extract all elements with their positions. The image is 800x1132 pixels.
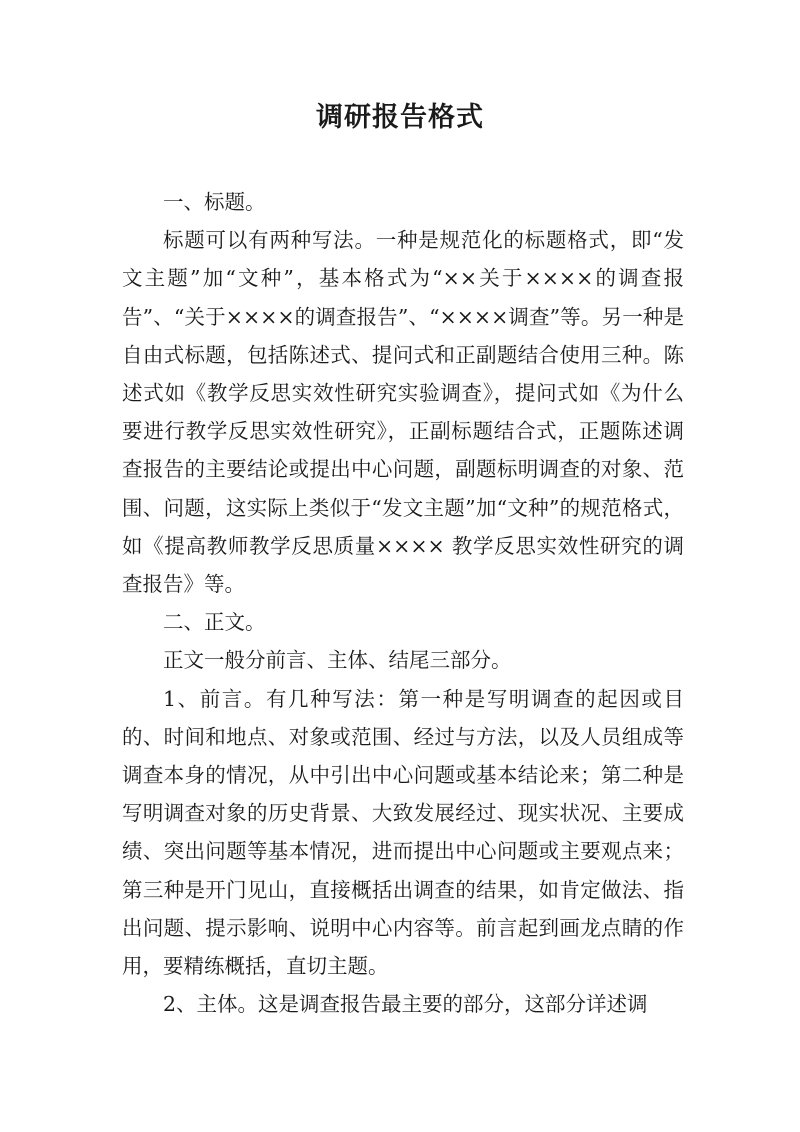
document-body (122, 183, 684, 1023)
paragraph-title-formats: 标题可以有两种写法。一种是规范化的标题格式，即“发文主题”加“文种”，基本格式为“××关于××××的调查报告”、“关于××××的调查报告”、“××××调查”等。另一种是自由式标题，包括陈述式、提问式和正副题结合使用三种。陈述式如《教学反思实效性研究实验调查》，提问式如《为什么要进行教学反思实效性研究》，正副标题结合式，正题陈述调查报告的主要结论或提出中心问题，副题标明调查的对象、范围、问题，这实际上类似于“发文主题”加“文种”的规范格式，如《提高教师教学反思质量×××× 教学反思实效性研究的调查报告》等。 (122, 228, 684, 597)
section-heading-body: 二、正文。 (163, 610, 266, 635)
document-title: 调研报告格式 (316, 102, 484, 133)
paragraph-preface: 1、前言。有几种写法：第一种是写明调查的起因或目的、时间和地点、对象或范围、经过与方法，以及人员组成等调查本身的情况，从中引出中心问题或基本结论来；第二种是写明调查对象的历史背景、大致发展经过、现实状况、主要成绩、突出问题等基本情况，进而提出中心问题或主要观点来；第三种是开门见山，直接概括出调查的结果，如肯定做法、指出问题、提示影响、说明中心内容等。前言起到画龙点睛的作用，要精练概括，直切主题。 (122, 686, 684, 979)
paragraph-body-parts: 正文一般分前言、主体、结尾三部分。 (163, 648, 512, 673)
section-heading-title: 一、标题。 (163, 190, 266, 214)
paragraph-main-body: 2、主体。这是调查报告最主要的部分，这部分详述调 (163, 992, 648, 1017)
